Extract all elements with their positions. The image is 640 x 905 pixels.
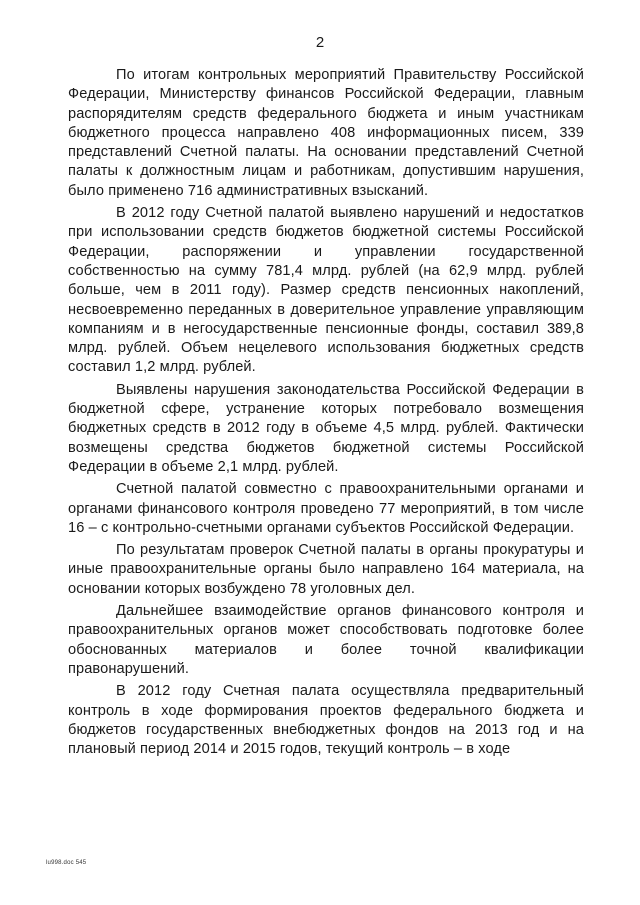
paragraph-joint-measures: Счетной палатой совместно с правоохранительными органами и органами финансового контроля проведено 77 мероприятий, в том числе 16 – с контрольно-счетными органами субъектов Российской Федерации. — [68, 481, 584, 536]
page-number: 2 — [315, 34, 325, 51]
paragraph-interaction: Дальнейшее взаимодействие органов финансового контроля и правоохранительных органов может способствовать подготовке более обоснованных материалов и более точной квалификации правонарушений. — [68, 603, 584, 677]
paragraph-violations-2012: В 2012 году Счетной палатой выявлено нарушений и недостатков при использовании средств бюджетов бюджетной системы Российской Федерации, распоряжении и управлении государственной собственностью на сумму 781,4 млрд. рублей (на 62,9 млрд. рублей больше, чем в 2011 году). Размер средств пенсионных накоплений, несвоевременно переданных в доверительное управление управляющим компаниям и в негосударственные пенсионные фонды, составил 389,8 млрд. рублей. Объем нецелевого использования бюджетных средств составил 1,2 млрд. рублей. — [68, 205, 584, 376]
paragraph-budget-legislation: Выявлены нарушения законодательства Российской Федерации в бюджетной сфере, устранение которых потребовало возмещения бюджетных средств в 2012 году в объеме 4,5 млрд. рублей. Фактически возмещены средства бюджетов бюджетной системы Российской Федерации в объеме 2,1 млрд. рублей. — [68, 381, 584, 475]
body-text — [68, 66, 584, 762]
file-footer: lu998.doc 545 — [46, 860, 87, 866]
paragraph-control-results: По итогам контрольных мероприятий Правительству Российской Федерации, Министерству финансов Российской Федерации, главным распорядителям средств федерального бюджета и иным участникам бюджетного процесса направлено 408 информационных писем, 339 представлений Счетной палаты. На основании представлений Счетной палаты к должностным лицам и работникам, допустившим нарушения, было применено 716 административных взысканий. — [68, 67, 584, 199]
paragraph-preliminary-control: В 2012 году Счетная палата осуществляла предварительный контроль в ходе формирования проектов федерального бюджета и бюджетов государственных внебюджетных фондов на 2013 год и на плановый период 2014 и 2015 годов, текущий контроль – в ходе — [68, 683, 584, 758]
paragraph-prosecution: По результатам проверок Счетной палаты в органы прокуратуры и иные правоохранительные органы было направлено 164 материала, на основании которых возбуждено 78 уголовных дел. — [68, 542, 584, 597]
